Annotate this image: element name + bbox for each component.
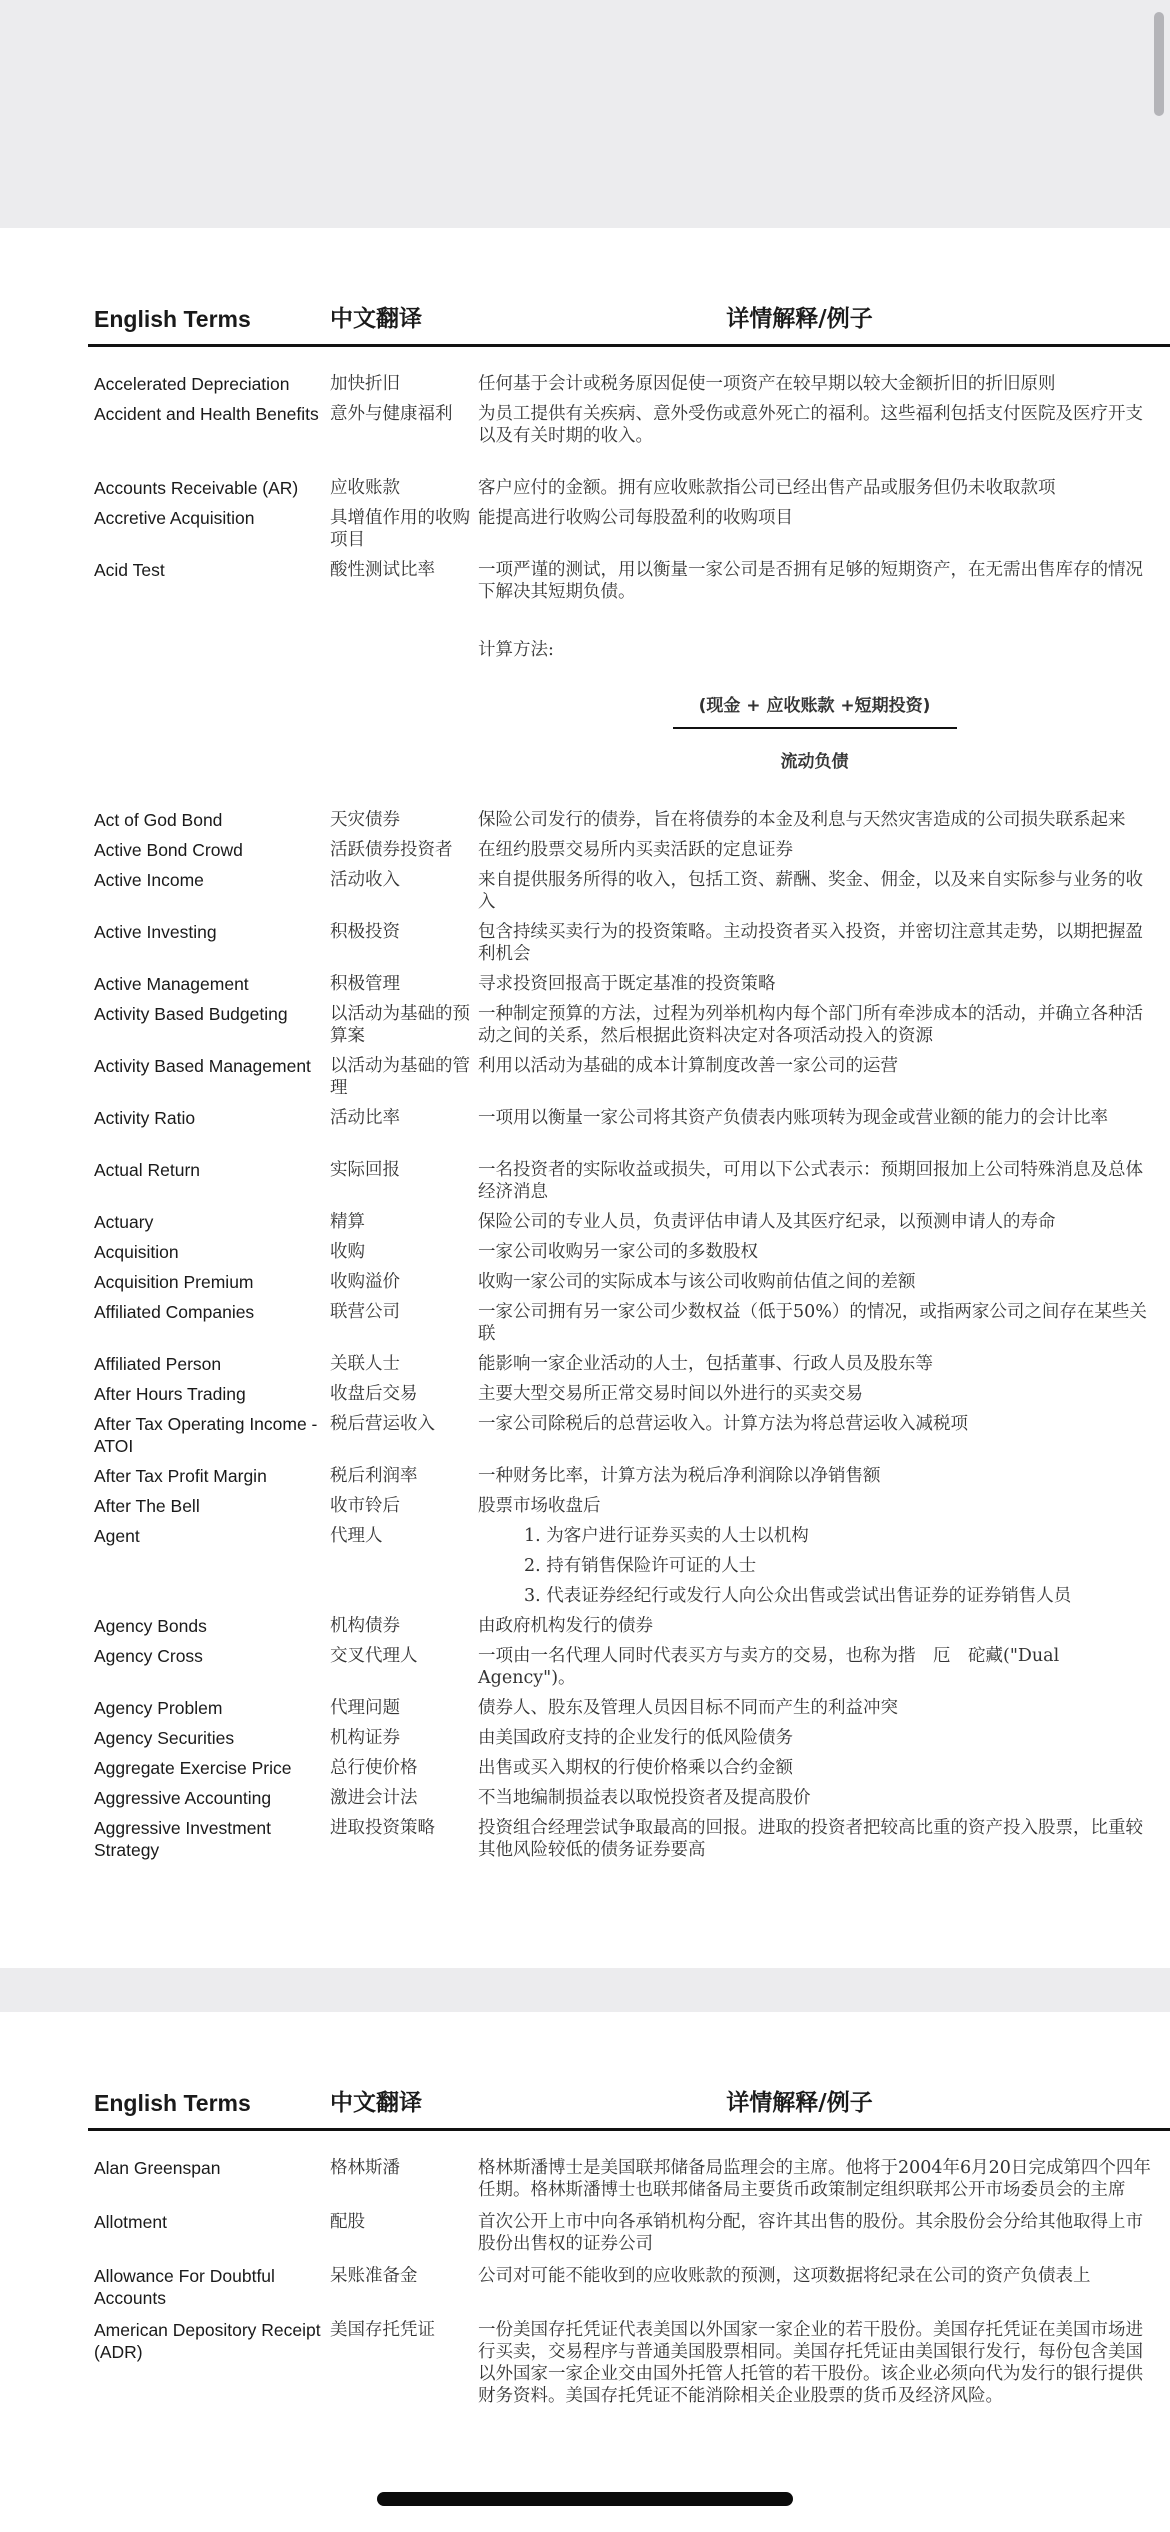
- term-detail: 一家公司拥有另一家公司少数权益（低于50%）的情况，或指两家公司之间存在某些关联: [478, 1302, 1147, 1344]
- list-item: 2. 持有销售保险许可证的人士: [524, 1556, 757, 1576]
- table-row: [88, 1003, 1170, 1047]
- term-detail: 为员工提供有关疾病、意外受伤或意外死亡的福利。这些福利包括支付医院及医疗开支以及有关时期的收入。: [478, 404, 1143, 446]
- document-page-1: [0, 228, 1170, 1968]
- term-detail: 一家公司除税后的总营运收入。计算方法为将总营运收入减税项: [478, 1414, 968, 1434]
- term-english: Allowance For Doubtful Accounts: [94, 2266, 275, 2308]
- term-chinese: 收市铃后: [330, 1496, 400, 1516]
- term-english: Active Investing: [94, 922, 217, 942]
- table-row: [88, 1271, 1170, 1293]
- term-english: Act of God Bond: [94, 810, 223, 830]
- term-detail: 包含持续买卖行为的投资策略。主动投资者买入投资，并密切注意其走势，以期把握盈利机会: [478, 922, 1143, 964]
- formula-denominator: 流动负债: [780, 752, 849, 772]
- term-detail: 任何基于会计或税务原因促使一项资产在较早期以较大金额折旧的折旧原则: [478, 374, 1056, 394]
- table-row: [88, 973, 1170, 995]
- table-row: [88, 1645, 1170, 1689]
- term-english: After Hours Trading: [94, 1384, 246, 1404]
- term-chinese: 总行使价格: [330, 1758, 418, 1778]
- term-detail: 出售或买入期权的行使价格乘以合约金额: [478, 1758, 793, 1778]
- term-chinese: 机构证券: [330, 1728, 400, 1748]
- term-chinese: 意外与健康福利: [330, 404, 453, 424]
- term-detail: 一项由一名代理人同时代表买方与卖方的交易，也称为揩 厄 砣藏("Dual Agency")。: [478, 1646, 1060, 1688]
- term-detail: 收购一家公司的实际成本与该公司收购前估值之间的差额: [478, 1272, 916, 1292]
- fraction-line: [673, 727, 957, 729]
- table-row: [88, 1615, 1170, 1637]
- term-detail: 能影响一家企业活动的人士，包括董事、行政人员及股东等: [478, 1354, 933, 1374]
- term-english: After Tax Operating Income - ATOI: [94, 1414, 318, 1456]
- table-row: [88, 507, 1170, 551]
- term-english: Allotment: [94, 2212, 167, 2232]
- table-row: [88, 809, 1170, 831]
- term-detail: 保险公司的专业人员，负责评估申请人及其医疗纪录，以预测申请人的寿命: [478, 1212, 1056, 1232]
- table-row: [88, 1697, 1170, 1719]
- term-english: Active Management: [94, 974, 249, 994]
- term-chinese: 呆账准备金: [330, 2266, 418, 2286]
- term-english: Accelerated Depreciation: [94, 374, 290, 394]
- term-english: Active Bond Crowd: [94, 840, 243, 860]
- term-detail: 一份美国存托凭证代表美国以外国家一家企业的若干股份。美国存托凭证在美国市场进行买卖，交易程序与普通美国股票相同。美国存托凭证由美国银行发行，每份包含美国以外国家一家企业交由国外托管人托管的若干股份。该企业必须向代为发行的银行提供财务资料。美国存托凭证不能消除相关企业股票的货币及经济风险。: [478, 2320, 1143, 2406]
- term-detail: 不当地编制损益表以取悦投资者及提高股价: [478, 1788, 811, 1808]
- term-english: Acid Test: [94, 560, 165, 580]
- term-english: Aggressive Investment Strategy: [94, 1818, 272, 1860]
- term-chinese: 实际回报: [330, 1160, 400, 1180]
- formula-numerator: (现金 + 应收账款 +短期投资): [698, 696, 931, 716]
- term-chinese: 联营公司: [330, 1302, 400, 1322]
- term-chinese: 代理问题: [330, 1698, 400, 1718]
- term-english: Agency Bonds: [94, 1616, 207, 1636]
- term-detail: 债券人、股东及管理人员因目标不同而产生的利益冲突: [478, 1698, 898, 1718]
- term-detail-list: [478, 1525, 1151, 1607]
- term-chinese: 加快折旧: [330, 374, 400, 394]
- term-detail: 一项严谨的测试，用以衡量一家公司是否拥有足够的短期资产，在无需出售库存的情况下解决其短期负债。: [478, 560, 1143, 602]
- term-detail: 一名投资者的实际收益或损失，可用以下公式表示：预期回报加上公司特殊消息及总体经济消息: [478, 1160, 1143, 1202]
- term-chinese: 进取投资策略: [330, 1818, 435, 1838]
- term-chinese: 收购溢价: [330, 1272, 400, 1292]
- term-chinese: 天灾债券: [330, 810, 400, 830]
- term-chinese: 收盘后交易: [330, 1384, 418, 1404]
- term-detail: 首次公开上市中向各承销机构分配，容许其出售的股份。其余股份会分给其他取得上市股份出售权的证券公司: [478, 2212, 1143, 2254]
- term-detail: 由美国政府支持的企业发行的低风险债务: [478, 1728, 793, 1748]
- table-row: [88, 477, 1170, 499]
- term-chinese: 以活动为基础的预算案: [330, 1004, 470, 1046]
- header-chinese: 中文翻译: [330, 2090, 422, 2116]
- table-row: [88, 1353, 1170, 1375]
- term-english: Agent: [94, 1526, 140, 1546]
- term-chinese: 酸性测试比率: [330, 560, 435, 580]
- term-english: Accident and Health Benefits: [94, 404, 319, 424]
- term-chinese: 具增值作用的收购项目: [330, 508, 470, 550]
- term-english: Affiliated Companies: [94, 1302, 255, 1322]
- term-detail: 一种制定预算的方法，过程为列举机构内每个部门所有牵涉成本的活动，并确立各种活动之间的关系，然后根据此资料决定对各项活动投入的资源: [478, 1004, 1143, 1046]
- table-row: [88, 1241, 1170, 1263]
- table-row: [88, 839, 1170, 861]
- term-english: Actual Return: [94, 1160, 201, 1180]
- table-row: [88, 2211, 1170, 2255]
- term-detail: 寻求投资回报高于既定基准的投资策略: [478, 974, 776, 994]
- table-row-acid-test: [88, 559, 1170, 773]
- term-english: Activity Ratio: [94, 1108, 196, 1128]
- term-chinese: 税后利润率: [330, 1466, 418, 1486]
- table-row: [88, 1159, 1170, 1203]
- term-english: Aggregate Exercise Price: [94, 1758, 292, 1778]
- header-chinese: 中文翻译: [330, 306, 422, 332]
- term-chinese: 机构债券: [330, 1616, 400, 1636]
- term-english: Agency Problem: [94, 1698, 223, 1718]
- table-row: [88, 1817, 1170, 1861]
- table-body: [88, 373, 1170, 1861]
- table-row: [88, 1107, 1170, 1129]
- scrollbar[interactable]: [1154, 12, 1164, 116]
- table-row: [88, 869, 1170, 913]
- term-detail: 一种财务比率，计算方法为税后净利润除以净销售额: [478, 1466, 881, 1486]
- term-detail: 在纽约股票交易所内买卖活跃的定息证券: [478, 840, 793, 860]
- term-english: Actuary: [94, 1212, 154, 1232]
- term-english: Alan Greenspan: [94, 2158, 221, 2178]
- term-english: After The Bell: [94, 1496, 200, 1516]
- term-chinese: 税后营运收入: [330, 1414, 435, 1434]
- term-chinese: 代理人: [330, 1526, 383, 1546]
- term-english: After Tax Profit Margin: [94, 1466, 267, 1486]
- term-english: Aggressive Accounting: [94, 1788, 272, 1808]
- term-english: American Depository Receipt (ADR): [94, 2320, 321, 2362]
- term-detail: 来自提供服务所得的收入，包括工资、薪酬、奖金、佣金，以及来自实际参与业务的收入: [478, 870, 1143, 912]
- term-detail: 由政府机构发行的债券: [478, 1616, 653, 1636]
- term-chinese: 格林斯潘: [330, 2158, 400, 2178]
- term-detail: 格林斯潘博士是美国联邦储备局监理会的主席。他将于2004年6月20日完成第四个四年任期。格林斯潘博士也联邦储备局主要货币政策制定组织联邦公开市场委员会的主席: [478, 2158, 1151, 2200]
- list-item: 1. 为客户进行证券买卖的人士以机构: [524, 1526, 809, 1546]
- table-row: [88, 921, 1170, 965]
- term-detail: 股票市场收盘后: [478, 1496, 601, 1516]
- header-details: 详情解释/例子: [726, 306, 873, 332]
- table-body: [88, 2157, 1170, 2407]
- table-row: [88, 1727, 1170, 1749]
- term-detail: 投资组合经理尝试争取最高的回报。进取的投资者把较高比重的资产投入股票，比重较其他风险较低的债务证券要高: [478, 1818, 1143, 1860]
- table-header: [88, 304, 1170, 347]
- term-chinese: 活跃债券投资者: [330, 840, 453, 860]
- term-chinese: 积极投资: [330, 922, 400, 942]
- table-row: [88, 373, 1170, 395]
- term-detail: 客户应付的金额。拥有应收账款指公司已经出售产品或服务但仍未收取款项: [478, 478, 1056, 498]
- table-header: [88, 2088, 1170, 2131]
- term-chinese: 活动收入: [330, 870, 400, 890]
- table-row: [88, 403, 1170, 447]
- term-chinese: 美国存托凭证: [330, 2320, 435, 2340]
- table-row-agent: [88, 1525, 1170, 1607]
- term-english: Agency Securities: [94, 1728, 235, 1748]
- header-details: 详情解释/例子: [726, 2090, 873, 2116]
- term-chinese: 激进会计法: [330, 1788, 418, 1808]
- table-row: [88, 1211, 1170, 1233]
- term-english: Acquisition: [94, 1242, 179, 1262]
- home-indicator[interactable]: [377, 2492, 793, 2506]
- term-detail-block: [478, 559, 1151, 773]
- term-chinese: 积极管理: [330, 974, 400, 994]
- term-chinese: 精算: [330, 1212, 365, 1232]
- glossary-table-2: [88, 2088, 1170, 2415]
- term-detail: 公司对可能不能收到的应收账款的预测，这项数据将纪录在公司的资产负债表上: [478, 2266, 1091, 2286]
- term-chinese: 应收账款: [330, 478, 400, 498]
- term-detail: 一项用以衡量一家公司将其资产负债表内账项转为现金或营业额的能力的会计比率: [478, 1108, 1108, 1128]
- table-row: [88, 1301, 1170, 1345]
- term-english: Affiliated Person: [94, 1354, 222, 1374]
- term-detail: 一家公司收购另一家公司的多数股权: [478, 1242, 758, 1262]
- term-chinese: 以活动为基础的管理: [330, 1056, 470, 1098]
- term-english: Activity Based Management: [94, 1056, 311, 1076]
- term-chinese: 活动比率: [330, 1108, 400, 1128]
- table-row: [88, 1495, 1170, 1517]
- glossary-table-1: [88, 304, 1170, 1869]
- table-row: [88, 2319, 1170, 2407]
- term-chinese: 交叉代理人: [330, 1646, 418, 1666]
- calc-label: 计算方法:: [478, 640, 554, 660]
- list-item: 3. 代表证券经纪行或发行人向公众出售或尝试出售证券的证券销售人员: [524, 1586, 1072, 1606]
- table-row: [88, 2157, 1170, 2201]
- term-detail: 保险公司发行的债券，旨在将债券的本金及利息与天然灾害造成的公司损失联系起来: [478, 810, 1126, 830]
- term-english: Activity Based Budgeting: [94, 1004, 288, 1024]
- term-english: Agency Cross: [94, 1646, 203, 1666]
- document-page-2: [0, 2012, 1170, 2532]
- term-english: Active Income: [94, 870, 204, 890]
- table-row: [88, 2265, 1170, 2309]
- table-row: [88, 1757, 1170, 1779]
- term-chinese: 关联人士: [330, 1354, 400, 1374]
- table-row: [88, 1787, 1170, 1809]
- term-chinese: 收购: [330, 1242, 365, 1262]
- table-row: [88, 1465, 1170, 1487]
- term-chinese: 配股: [330, 2212, 365, 2232]
- term-detail: 主要大型交易所正常交易时间以外进行的买卖交易: [478, 1384, 863, 1404]
- table-row: [88, 1055, 1170, 1099]
- term-english: Acquisition Premium: [94, 1272, 254, 1292]
- term-english: Accounts Receivable (AR): [94, 478, 299, 498]
- header-english: English Terms: [94, 2090, 251, 2116]
- term-detail: 能提高进行收购公司每股盈利的收购项目: [478, 508, 793, 528]
- table-row: [88, 1413, 1170, 1457]
- table-row: [88, 1383, 1170, 1405]
- header-english: English Terms: [94, 306, 251, 332]
- term-english: Accretive Acquisition: [94, 508, 255, 528]
- term-detail: 利用以活动为基础的成本计算制度改善一家公司的运营: [478, 1056, 898, 1076]
